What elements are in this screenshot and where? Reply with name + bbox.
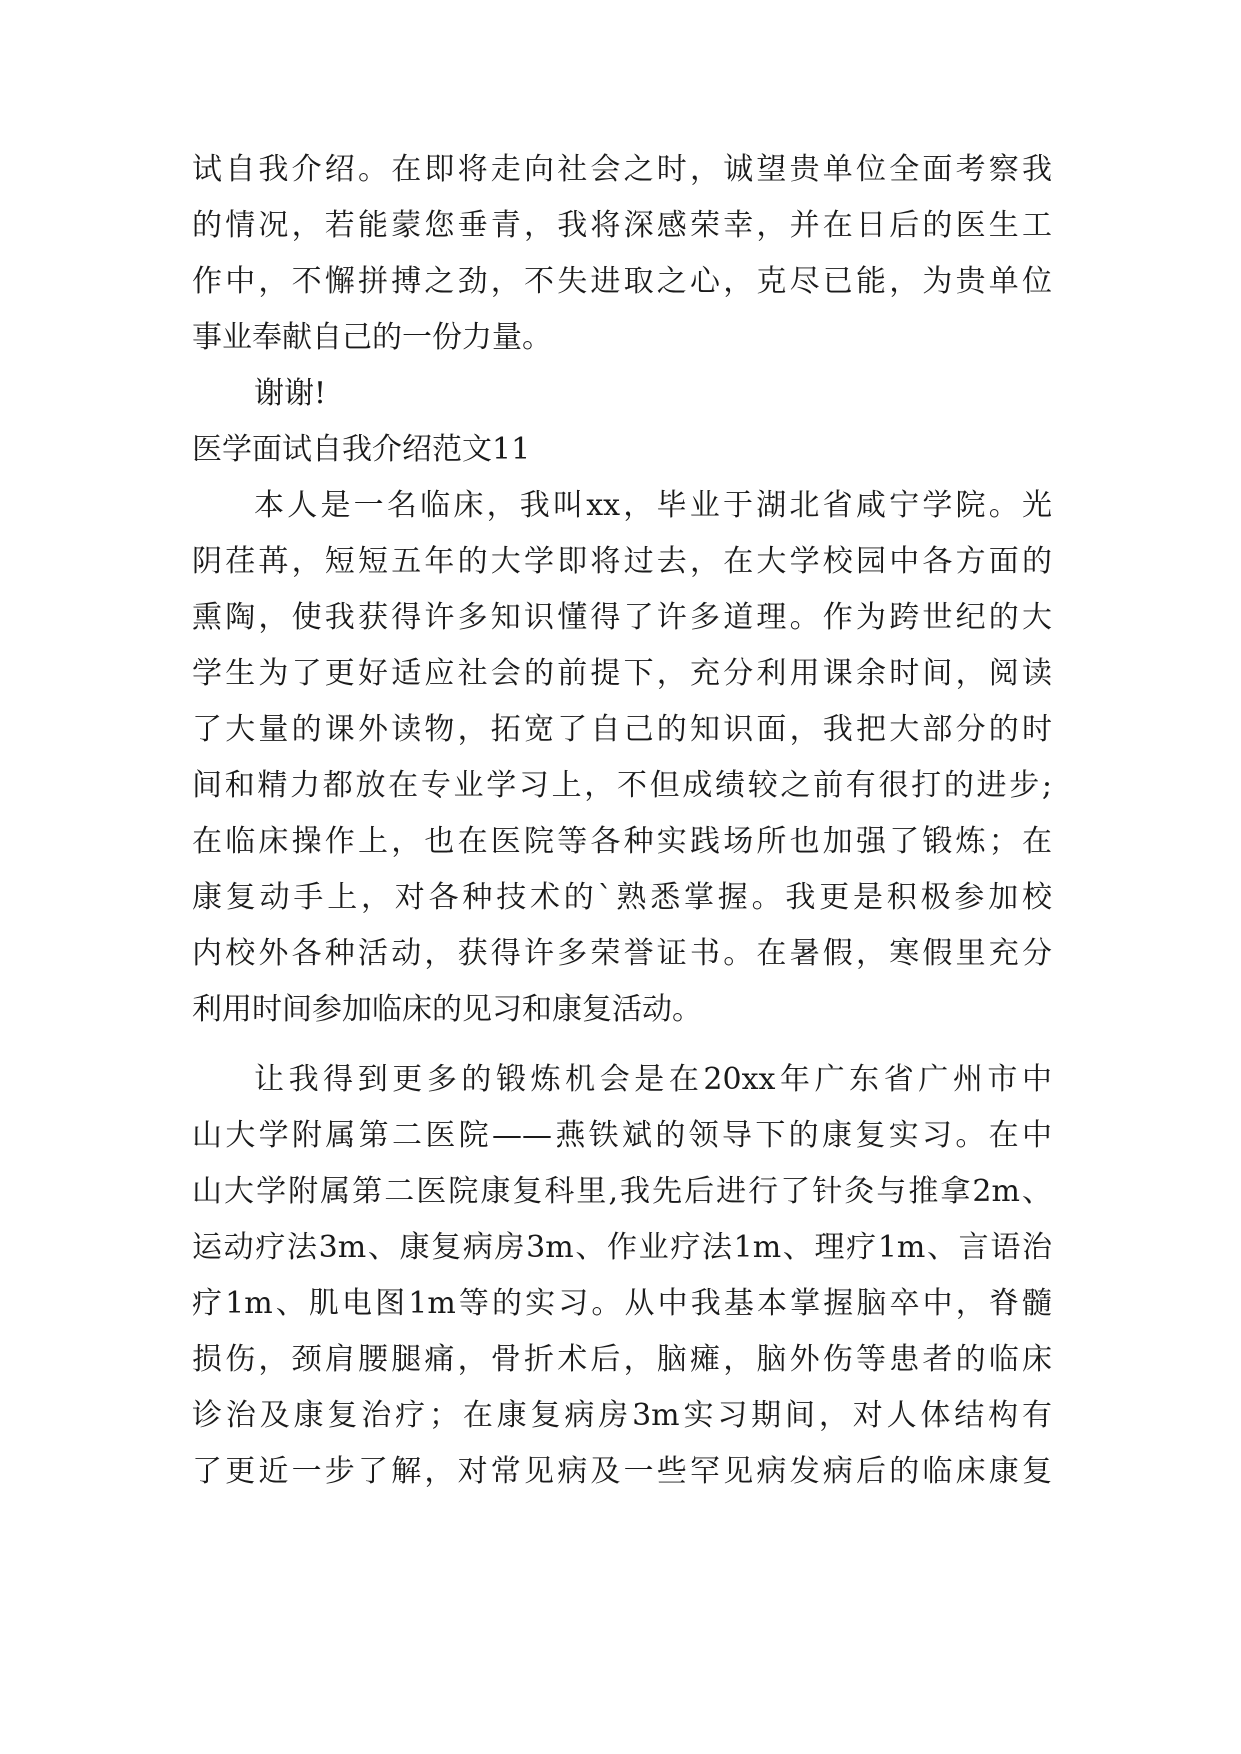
text-line: 疗1m、肌电图1m等的实习。从中我基本掌握脑卒中，脊髓 [192,1286,1052,1321]
text-line: 间和精力都放在专业学习上，不但成绩较之前有很打的进步; [192,768,1052,803]
text-line: 让我得到更多的锻炼机会是在20xx年广东省广州市中 [254,1062,1052,1097]
text-line: 阴荏苒，短短五年的大学即将过去，在大学校园中各方面的 [192,544,1052,579]
text-line: 的情况，若能蒙您垂青，我将深感荣幸，并在日后的医生工 [192,208,1052,243]
text-line: 康复动手上，对各种技术的`熟悉掌握。我更是积极参加校 [192,880,1052,915]
text-line: 事业奉献自己的一份力量。 [192,320,552,355]
text-line: 了更近一步了解，对常见病及一些罕见病发病后的临床康复 [192,1454,1052,1489]
text-line: 山大学附属第二医院康复科里,我先后进行了针灸与推拿2m、 [192,1174,1052,1209]
text-line: 本人是一名临床，我叫xx，毕业于湖北省咸宁学院。光 [254,488,1052,523]
text-line: 熏陶，使我获得许多知识懂得了许多道理。作为跨世纪的大 [192,600,1052,635]
text-line: 运动疗法3m、康复病房3m、作业疗法1m、理疗1m、言语治 [192,1230,1052,1265]
text-line: 作中，不懈拼搏之劲，不失进取之心，克尽已能，为贵单位 [192,264,1052,299]
text-line: 在临床操作上，也在医院等各种实践场所也加强了锻炼；在 [192,824,1052,859]
text-line: 山大学附属第二医院——燕铁斌的领导下的康复实习。在中 [192,1118,1052,1153]
text-line: 试自我介绍。在即将走向社会之时，诚望贵单位全面考察我 [192,152,1052,187]
section-heading: 医学面试自我介绍范文11 [192,432,531,467]
text-line: 内校外各种活动，获得许多荣誉证书。在暑假，寒假里充分 [192,936,1052,971]
text-line: 诊治及康复治疗；在康复病房3m实习期间，对人体结构有 [192,1398,1052,1433]
text-line: 学生为了更好适应社会的前提下，充分利用课余时间，阅读 [192,656,1052,691]
text-line: 利用时间参加临床的见习和康复活动。 [192,992,702,1027]
text-line: 了大量的课外读物，拓宽了自己的知识面，我把大部分的时 [192,712,1052,747]
text-line: 损伤，颈肩腰腿痛，骨折术后，脑瘫，脑外伤等患者的临床 [192,1342,1052,1377]
text-line: 谢谢! [254,376,327,411]
